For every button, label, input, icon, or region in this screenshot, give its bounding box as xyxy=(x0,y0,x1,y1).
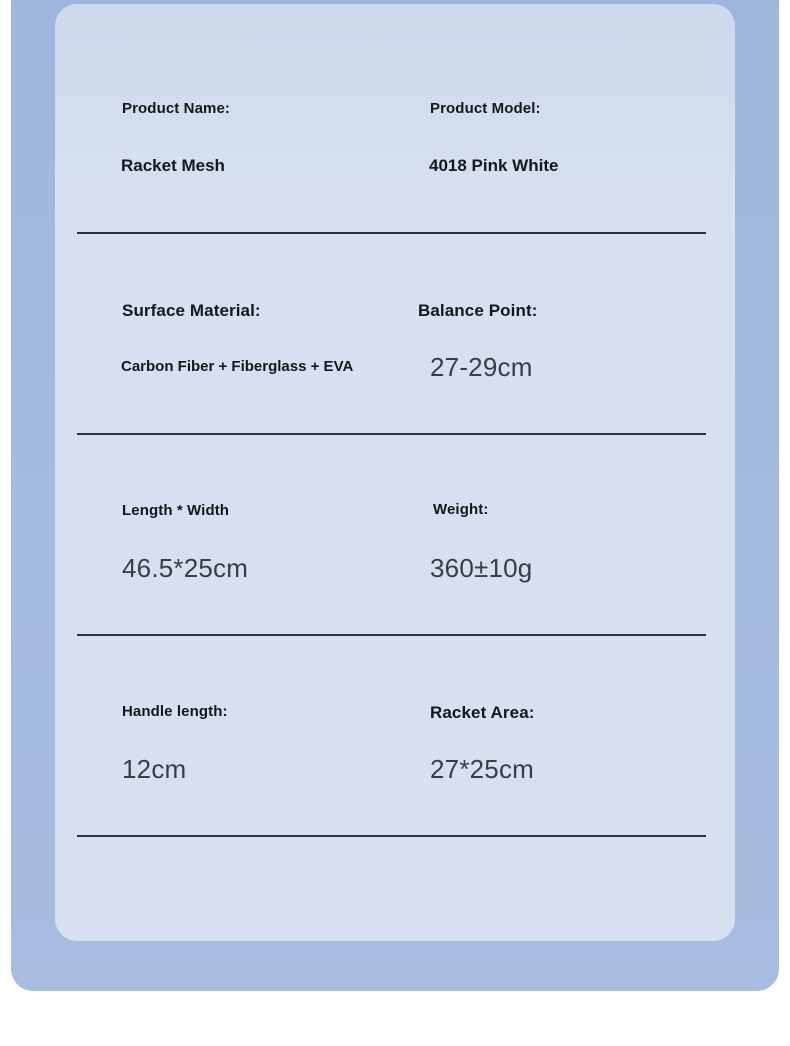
product-name-label: Product Name: xyxy=(122,100,230,117)
racket-area-value: 27*25cm xyxy=(430,754,535,784)
racket-area-label: Racket Area: xyxy=(430,703,535,722)
balance-point-value: 27-29cm xyxy=(430,352,533,382)
balance-point-label: Balance Point: xyxy=(418,301,538,320)
row-divider xyxy=(77,433,706,435)
surface-material-label: Surface Material: xyxy=(122,301,261,320)
product-name-value: Racket Mesh xyxy=(121,156,225,175)
product-model-value: 4018 Pink White xyxy=(429,156,559,175)
length-width-value: 46.5*25cm xyxy=(122,553,249,583)
row-divider xyxy=(77,835,706,837)
row-divider xyxy=(77,634,706,636)
surface-material-value: Carbon Fiber + Fiberglass + EVA xyxy=(121,358,354,375)
row-divider xyxy=(77,232,706,234)
weight-label: Weight: xyxy=(433,501,489,518)
weight-value: 360±10g xyxy=(430,553,533,583)
product-model-label: Product Model: xyxy=(430,100,541,117)
spec-card xyxy=(55,4,735,941)
handle-length-label: Handle length: xyxy=(122,703,228,720)
length-width-label: Length * Width xyxy=(122,502,230,519)
handle-length-value: 12cm xyxy=(122,754,187,784)
